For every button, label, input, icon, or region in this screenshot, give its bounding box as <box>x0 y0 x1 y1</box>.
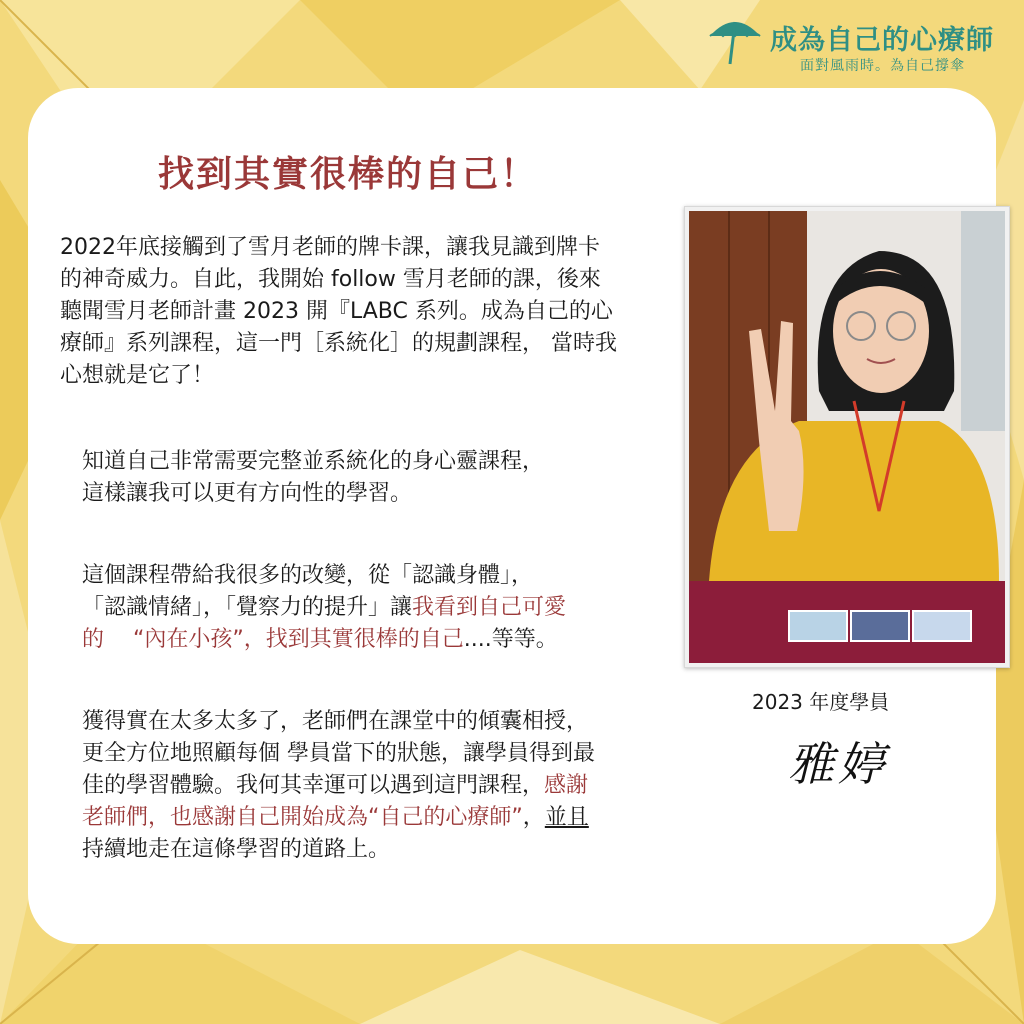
gratitude-text: 獲得實在太多太多了，老師們在課堂中的傾囊相授， 更全方位地照顧每個 學員當下的狀態，讓學員得到最 佳的學習體驗。我何其幸運可以遇到這門課程， <box>82 709 595 798</box>
gratitude-comma: ， <box>522 805 545 830</box>
student-photo <box>684 206 1010 668</box>
paragraph-gratitude <box>82 706 672 866</box>
headline: 找到其實很棒的自己！ <box>158 154 539 195</box>
testimonial-card <box>28 88 996 944</box>
gratitude-highlight: 感謝 老師們，也感謝自己開始成為“自己的心療師” <box>82 773 589 830</box>
brand-title: 成為自己的心療師 <box>770 25 994 56</box>
brand-header <box>706 8 1006 78</box>
gratitude-underlined: 並且 <box>544 805 589 830</box>
student-label: 2023 年度學員 <box>752 690 890 714</box>
gratitude-ending: 持續地走在這條學習的道路上。 <box>82 837 391 862</box>
changes-highlight: 我看到自己可愛 的 “內在小孩”，找到其實很棒的自己 <box>82 595 567 652</box>
student-photo-illustration <box>689 211 1005 663</box>
paragraph-intro: 2022年底接觸到了雪月老師的牌卡課，讓我見識到牌卡 的神奇威力。自此，我開始 follow 雪月老師的課，後來 聽聞雪月老師計畫 2023 開『LABC 系列。成為自己的心 療師』系列課程，這一門［系統化］的規劃課程， 當時我 心想就是它了！ <box>60 235 617 388</box>
brand-slogan: 面對風雨時。為自己撐傘 <box>800 58 965 74</box>
changes-text: 這個課程帶給我很多的改變，從「認識身體」， 「認識情緒」，「覺察力的提升」讓 <box>82 563 534 620</box>
umbrella-icon <box>706 12 764 66</box>
paragraph-changes <box>82 560 672 656</box>
paragraph-need: 知道自己非常需要完整並系統化的身心靈課程， 這樣讓我可以更有方向性的學習。 <box>82 449 545 506</box>
changes-ending: ....等等。 <box>463 627 558 652</box>
student-signature: 雅婷 <box>788 737 888 791</box>
